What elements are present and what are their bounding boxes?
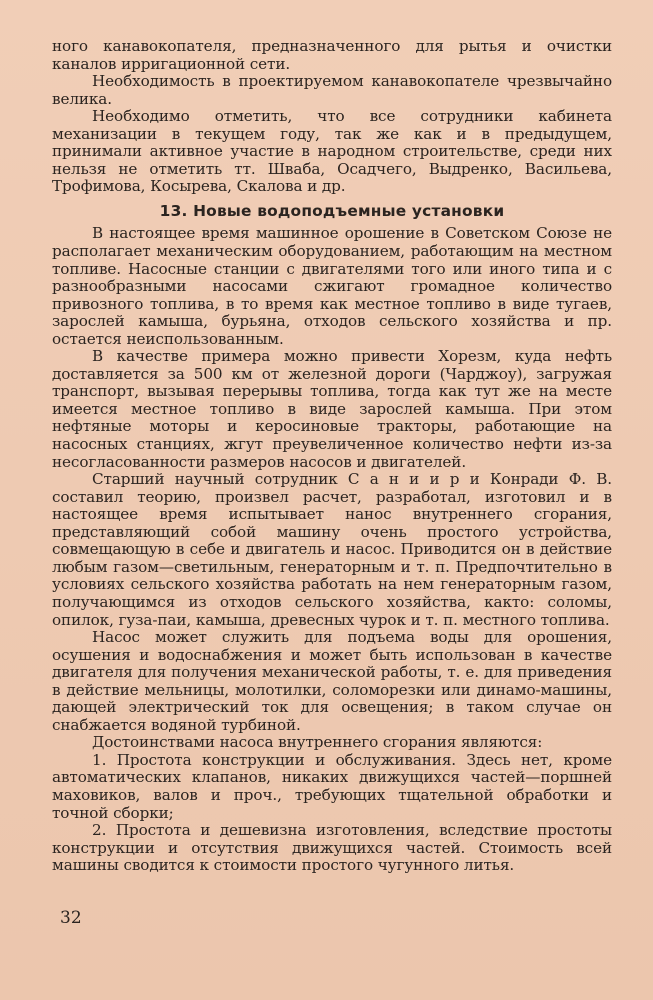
list-item: 1. Простота конструкции и обслуживания. Здесь нет, кроме автоматических клапанов, никаких движущихся частей—поршней маховиков, валов и проч., требующих тщательной обработки и точной сборки; xyxy=(52,750,612,822)
paragraph: Старший научный сотрудник С а н и и р и Конради Ф. В. составил теорию, произвел расчет, разработал, изготовил и в настоящее время испытывает нанос внутреннего сгорания, представляющий собой машину очень простого устройства, совмещающую в себе и двигатель и насос. Приводится он в действие любым газом—светильным, генераторным и т. п. Предпочтительно в условиях сельского хозяйства работать на нем генераторным газом, получающимся из отходов сельского хозяйства, както: соломы, опилок, гуза-паи, камыша, древесных чурок и т. п. местного топлива. xyxy=(52,470,612,629)
page-number: 32 xyxy=(60,908,82,928)
paragraph-continued: ного канавокопателя, предназначенного для рытья и очистки каналов ирригационной сети. xyxy=(52,37,612,73)
paragraph: В настоящее время машинное орошение в Советском Союзе не располагает механическим оборудованием, работающим на местном топливе. Насосные станции с двигателями того или иного типа и с разнообразными насосами сжигают громадное количество привозного топлива, в то время как местное топливо в виде тугаев, зарослей камыша, бурьяна, отходов сельского хозяйства и пр. остается неиспользованным. xyxy=(52,224,612,348)
paragraph: Необходимо отметить, что все сотрудники кабинета механизации в текущем году, так же как и в предыдущем, принимали активное участие в народном строительстве, среди них нельзя не отметить тт. Шваба, Осадчего, Выдренко, Васильева, Трофимова, Косырева, Скалова и др. xyxy=(52,107,612,196)
page-text xyxy=(52,38,612,875)
list-item: 2. Простота и дешевизна изготовления, вследствие простоты конструкции и отсутствия движущихся частей. Стоимость всей машины сводится к стоимости простого чугунного литья. xyxy=(52,821,612,875)
paragraph: Необходимость в проектируемом канавокопателе чрезвычайно велика. xyxy=(52,72,612,108)
section-heading: 13. Новые водоподъемные установки xyxy=(159,201,505,220)
paragraph: Достоинствами насоса внутреннего сгорания являются: xyxy=(92,733,543,752)
paragraph: Насос может служить для подъема воды для орошения, осушения и водоснабжения и может быть использован в качестве двигателя для получения механической работы, т. е. для приведения в действие мельницы, молотилки, соломорезки или динамо-машины, дающей электрический ток для освещения; в таком случае он снабжается водяной турбиной. xyxy=(52,628,612,734)
paragraph: В качестве примера можно привести Хорезм, куда нефть доставляется за 500 км от железной дороги (Чарджоу), загружая транспорт, вызывая перерывы топлива, тогда как тут же на месте имеется местное топливо в виде зарослей камыша. При этом нефтяные моторы и керосиновые тракторы, работающие на насосных станциях, жгут преувеличенное количество нефти из-за несогласованности размеров насосов и двигателей. xyxy=(52,347,612,471)
